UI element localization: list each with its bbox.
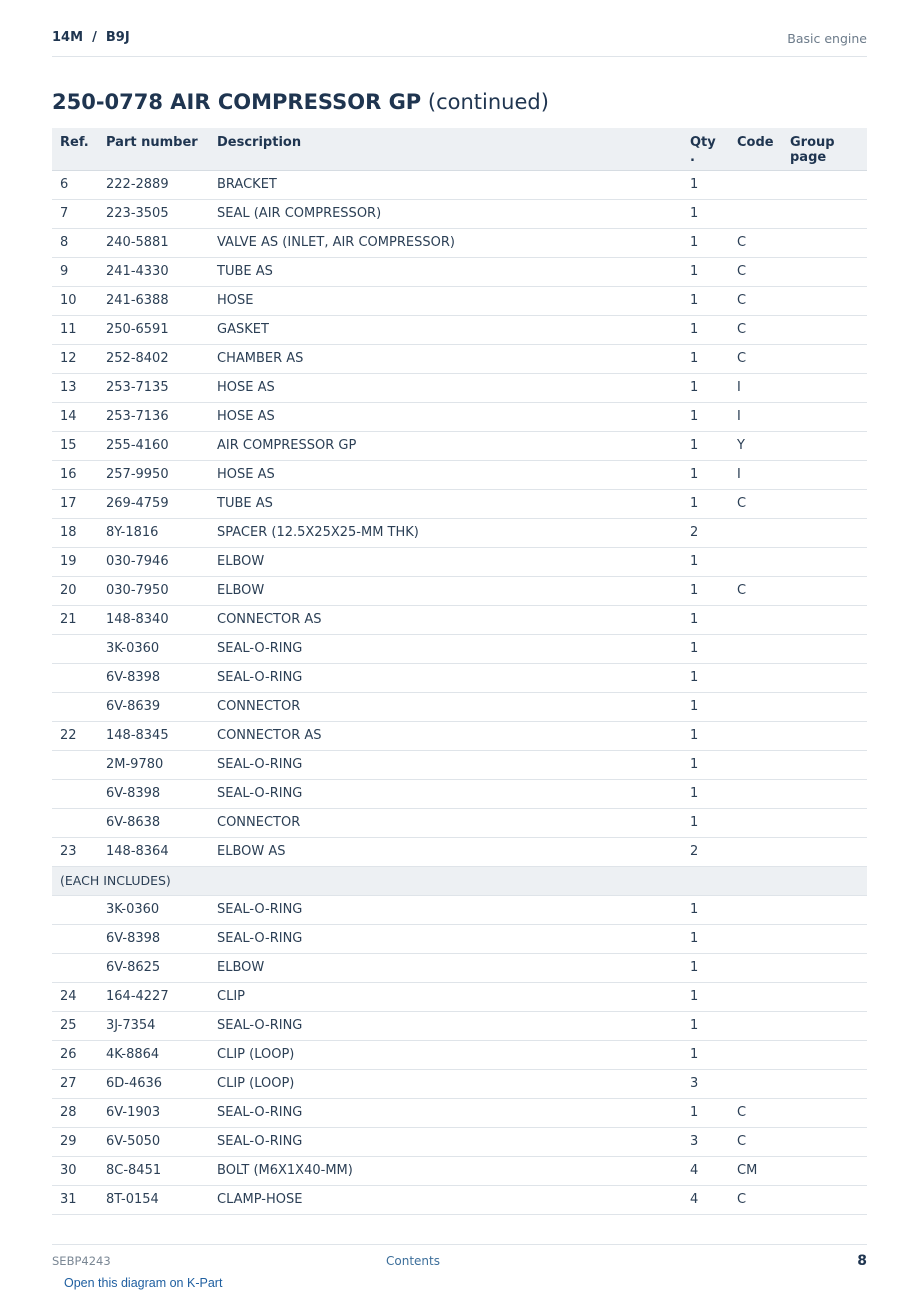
qty-cell: 3 (682, 1127, 729, 1156)
description-cell: SEAL-O-RING (209, 1098, 682, 1127)
ref-cell: 15 (52, 431, 98, 460)
group-page-cell (782, 982, 867, 1011)
part-number-cell: 252-8402 (98, 344, 209, 373)
qty-cell: 1 (682, 605, 729, 634)
description-cell: SEAL-O-RING (209, 1127, 682, 1156)
section-label: Basic engine (787, 31, 867, 46)
description-cell: SEAL-O-RING (209, 634, 682, 663)
ref-cell (52, 953, 98, 982)
ref-cell (52, 895, 98, 924)
qty-cell: 1 (682, 315, 729, 344)
code-cell: I (729, 373, 782, 402)
header-qty: Qty . (682, 128, 729, 170)
table-header-row (52, 128, 867, 170)
qty-cell: 1 (682, 634, 729, 663)
group-page-cell (782, 779, 867, 808)
header-description: Description (209, 128, 682, 170)
qty-cell: 3 (682, 1069, 729, 1098)
part-number-cell: 148-8340 (98, 605, 209, 634)
table-row (52, 605, 867, 634)
open-diagram-link[interactable]: Open this diagram on K-Part (64, 1276, 223, 1290)
code-cell: C (729, 315, 782, 344)
ref-cell: 25 (52, 1011, 98, 1040)
part-number-cell: 8Y-1816 (98, 518, 209, 547)
ref-cell (52, 634, 98, 663)
group-page-cell (782, 692, 867, 721)
page-number: 8 (857, 1253, 867, 1269)
part-number-cell: 3K-0360 (98, 634, 209, 663)
table-row (52, 663, 867, 692)
group-page-cell (782, 344, 867, 373)
model-label: 14M / B9J (52, 30, 130, 45)
part-number-cell: 148-8364 (98, 837, 209, 866)
ref-cell (52, 750, 98, 779)
description-cell: HOSE AS (209, 402, 682, 431)
code-cell: C (729, 344, 782, 373)
code-cell (729, 692, 782, 721)
qty-cell: 1 (682, 750, 729, 779)
qty-cell: 1 (682, 489, 729, 518)
header-part-number: Part number (98, 128, 209, 170)
code-cell (729, 1040, 782, 1069)
group-page-cell (782, 228, 867, 257)
code-cell (729, 953, 782, 982)
description-cell: CHAMBER AS (209, 344, 682, 373)
code-cell (729, 750, 782, 779)
group-page-cell (782, 315, 867, 344)
part-number-cell: 253-7136 (98, 402, 209, 431)
ref-cell (52, 779, 98, 808)
part-number-cell: 148-8345 (98, 721, 209, 750)
table-row (52, 431, 867, 460)
ref-cell: 13 (52, 373, 98, 402)
part-number-cell: 223-3505 (98, 199, 209, 228)
code-cell (729, 199, 782, 228)
qty-cell: 1 (682, 982, 729, 1011)
ref-cell: 9 (52, 257, 98, 286)
part-number-cell: 2M-9780 (98, 750, 209, 779)
ref-cell: 18 (52, 518, 98, 547)
group-page-cell (782, 489, 867, 518)
part-number-cell: 8T-0154 (98, 1185, 209, 1214)
group-page-cell (782, 1127, 867, 1156)
ref-cell: 30 (52, 1156, 98, 1185)
part-number-cell: 257-9950 (98, 460, 209, 489)
ref-cell: 21 (52, 605, 98, 634)
table-row (52, 1156, 867, 1185)
code-cell (729, 547, 782, 576)
group-page-cell (782, 199, 867, 228)
group-page-cell (782, 1040, 867, 1069)
description-cell: CLIP (LOOP) (209, 1040, 682, 1069)
ref-cell: 17 (52, 489, 98, 518)
code-cell (729, 1011, 782, 1040)
group-page-cell (782, 431, 867, 460)
group-page-cell (782, 808, 867, 837)
parts-table (52, 128, 867, 1215)
code-cell: C (729, 286, 782, 315)
table-row (52, 924, 867, 953)
description-cell: ELBOW (209, 547, 682, 576)
part-number-cell: 250-6591 (98, 315, 209, 344)
qty-cell: 1 (682, 547, 729, 576)
group-page-cell (782, 1011, 867, 1040)
group-page-cell (782, 460, 867, 489)
part-number-cell: 6V-8398 (98, 663, 209, 692)
ref-cell: 12 (52, 344, 98, 373)
header-group-page: Group page (782, 128, 867, 170)
header-code: Code (729, 128, 782, 170)
qty-cell: 1 (682, 779, 729, 808)
code-cell: C (729, 228, 782, 257)
table-row (52, 634, 867, 663)
description-cell: TUBE AS (209, 257, 682, 286)
qty-cell: 1 (682, 663, 729, 692)
table-row (52, 170, 867, 199)
code-cell (729, 982, 782, 1011)
table-row (52, 576, 867, 605)
part-number-cell: 8C-8451 (98, 1156, 209, 1185)
table-row (52, 1040, 867, 1069)
qty-cell: 1 (682, 576, 729, 605)
ref-cell: 19 (52, 547, 98, 576)
group-page-cell (782, 634, 867, 663)
part-number-cell: 4K-8864 (98, 1040, 209, 1069)
ref-cell (52, 808, 98, 837)
description-cell: HOSE AS (209, 373, 682, 402)
part-number-cell: 3K-0360 (98, 895, 209, 924)
description-cell: AIR COMPRESSOR GP (209, 431, 682, 460)
ref-cell: 22 (52, 721, 98, 750)
group-page-cell (782, 402, 867, 431)
table-row (52, 721, 867, 750)
qty-cell: 1 (682, 373, 729, 402)
table-row (52, 460, 867, 489)
group-page-cell (782, 750, 867, 779)
title-suffix: (continued) (421, 90, 549, 114)
table-row (52, 750, 867, 779)
qty-cell: 1 (682, 721, 729, 750)
page-title (52, 90, 549, 114)
code-cell: C (729, 1098, 782, 1127)
qty-cell: 2 (682, 837, 729, 866)
code-cell (729, 605, 782, 634)
part-number-cell: 6D-4636 (98, 1069, 209, 1098)
table-note-row (52, 866, 867, 895)
part-number-cell: 030-7946 (98, 547, 209, 576)
qty-cell: 1 (682, 953, 729, 982)
table-row (52, 286, 867, 315)
qty-cell: 1 (682, 460, 729, 489)
page-header (52, 30, 867, 57)
description-cell: CONNECTOR AS (209, 721, 682, 750)
qty-cell: 1 (682, 1040, 729, 1069)
table-row (52, 228, 867, 257)
ref-cell: 7 (52, 199, 98, 228)
table-row (52, 1069, 867, 1098)
group-page-cell (782, 663, 867, 692)
ref-cell: 28 (52, 1098, 98, 1127)
description-cell: CONNECTOR AS (209, 605, 682, 634)
group-page-cell (782, 953, 867, 982)
qty-cell: 1 (682, 431, 729, 460)
group-page-cell (782, 373, 867, 402)
table-row (52, 344, 867, 373)
part-number-cell: 030-7950 (98, 576, 209, 605)
description-cell: CONNECTOR (209, 692, 682, 721)
description-cell: SPACER (12.5X25X25-MM THK) (209, 518, 682, 547)
group-page-cell (782, 1185, 867, 1214)
description-cell: ELBOW AS (209, 837, 682, 866)
part-number-cell: 6V-5050 (98, 1127, 209, 1156)
part-number-cell: 255-4160 (98, 431, 209, 460)
part-number-cell: 253-7135 (98, 373, 209, 402)
ref-cell: 10 (52, 286, 98, 315)
part-number-cell: 6V-8639 (98, 692, 209, 721)
group-page-cell (782, 547, 867, 576)
ref-cell: 11 (52, 315, 98, 344)
description-cell: GASKET (209, 315, 682, 344)
qty-cell: 1 (682, 402, 729, 431)
code-cell (729, 924, 782, 953)
part-number-cell: 164-4227 (98, 982, 209, 1011)
qty-cell: 1 (682, 228, 729, 257)
qty-cell: 4 (682, 1185, 729, 1214)
code-cell: C (729, 1127, 782, 1156)
description-cell: SEAL-O-RING (209, 663, 682, 692)
description-cell: SEAL-O-RING (209, 1011, 682, 1040)
code-cell (729, 1069, 782, 1098)
table-row (52, 257, 867, 286)
code-cell (729, 779, 782, 808)
table-row (52, 402, 867, 431)
group-page-cell (782, 1098, 867, 1127)
table-row (52, 489, 867, 518)
description-cell: BOLT (M6X1X40-MM) (209, 1156, 682, 1185)
table-row (52, 692, 867, 721)
ref-cell (52, 924, 98, 953)
code-cell: C (729, 257, 782, 286)
header-ref: Ref. (52, 128, 98, 170)
code-cell: Y (729, 431, 782, 460)
qty-cell: 4 (682, 1156, 729, 1185)
qty-cell: 1 (682, 808, 729, 837)
parts-table-body (52, 170, 867, 1214)
table-row (52, 1098, 867, 1127)
description-cell: ELBOW (209, 953, 682, 982)
qty-cell: 1 (682, 1011, 729, 1040)
code-cell: C (729, 489, 782, 518)
code-cell (729, 808, 782, 837)
ref-cell: 16 (52, 460, 98, 489)
part-number-cell: 241-6388 (98, 286, 209, 315)
qty-cell: 1 (682, 286, 729, 315)
table-row (52, 1185, 867, 1214)
ref-cell: 20 (52, 576, 98, 605)
note-text: (EACH INCLUDES) (52, 866, 867, 895)
group-page-cell (782, 257, 867, 286)
description-cell: TUBE AS (209, 489, 682, 518)
table-row (52, 779, 867, 808)
description-cell: CLIP (209, 982, 682, 1011)
page-footer (52, 1244, 867, 1275)
group-page-cell (782, 170, 867, 199)
ref-cell: 26 (52, 1040, 98, 1069)
code-cell (729, 721, 782, 750)
description-cell: SEAL-O-RING (209, 779, 682, 808)
qty-cell: 1 (682, 692, 729, 721)
description-cell: SEAL-O-RING (209, 895, 682, 924)
code-cell (729, 634, 782, 663)
qty-cell: 1 (682, 199, 729, 228)
qty-cell: 1 (682, 895, 729, 924)
description-cell: CONNECTOR (209, 808, 682, 837)
code-cell (729, 170, 782, 199)
ref-cell: 23 (52, 837, 98, 866)
description-cell: BRACKET (209, 170, 682, 199)
description-cell: CLIP (LOOP) (209, 1069, 682, 1098)
code-cell: C (729, 576, 782, 605)
description-cell: SEAL-O-RING (209, 750, 682, 779)
ref-cell: 14 (52, 402, 98, 431)
part-number-cell: 269-4759 (98, 489, 209, 518)
qty-cell: 2 (682, 518, 729, 547)
ref-cell (52, 663, 98, 692)
table-row (52, 953, 867, 982)
description-cell: HOSE AS (209, 460, 682, 489)
part-number-cell: 3J-7354 (98, 1011, 209, 1040)
table-row (52, 1011, 867, 1040)
code-cell (729, 837, 782, 866)
group-title: 250-0778 AIR COMPRESSOR GP (52, 90, 422, 114)
description-cell: CLAMP-HOSE (209, 1185, 682, 1214)
description-cell: ELBOW (209, 576, 682, 605)
code-cell (729, 663, 782, 692)
table-row (52, 808, 867, 837)
ref-cell: 6 (52, 170, 98, 199)
code-cell (729, 518, 782, 547)
code-cell: C (729, 1185, 782, 1214)
qty-cell: 1 (682, 1098, 729, 1127)
table-row (52, 1127, 867, 1156)
part-number-cell: 6V-1903 (98, 1098, 209, 1127)
part-number-cell: 240-5881 (98, 228, 209, 257)
table-row (52, 895, 867, 924)
table-row (52, 518, 867, 547)
code-cell (729, 895, 782, 924)
description-cell: VALVE AS (INLET, AIR COMPRESSOR) (209, 228, 682, 257)
group-page-cell (782, 721, 867, 750)
group-page-cell (782, 286, 867, 315)
group-page-cell (782, 576, 867, 605)
ref-cell (52, 692, 98, 721)
code-cell: CM (729, 1156, 782, 1185)
part-number-cell: 222-2889 (98, 170, 209, 199)
table-row (52, 837, 867, 866)
ref-cell: 29 (52, 1127, 98, 1156)
part-number-cell: 6V-8625 (98, 953, 209, 982)
table-row (52, 982, 867, 1011)
group-page-cell (782, 895, 867, 924)
description-cell: SEAL-O-RING (209, 924, 682, 953)
ref-cell: 27 (52, 1069, 98, 1098)
qty-cell: 1 (682, 170, 729, 199)
table-row (52, 199, 867, 228)
contents-link[interactable]: Contents (386, 1254, 440, 1268)
part-number-cell: 6V-8398 (98, 924, 209, 953)
table-row (52, 547, 867, 576)
qty-cell: 1 (682, 344, 729, 373)
group-page-cell (782, 1156, 867, 1185)
group-page-cell (782, 518, 867, 547)
part-number-cell: 6V-8398 (98, 779, 209, 808)
ref-cell: 31 (52, 1185, 98, 1214)
table-row (52, 373, 867, 402)
part-number-cell: 241-4330 (98, 257, 209, 286)
qty-cell: 1 (682, 257, 729, 286)
group-page-cell (782, 837, 867, 866)
group-page-cell (782, 924, 867, 953)
part-number-cell: 6V-8638 (98, 808, 209, 837)
ref-cell: 8 (52, 228, 98, 257)
group-page-cell (782, 1069, 867, 1098)
ref-cell: 24 (52, 982, 98, 1011)
group-page-cell (782, 605, 867, 634)
code-cell: I (729, 460, 782, 489)
description-cell: SEAL (AIR COMPRESSOR) (209, 199, 682, 228)
qty-cell: 1 (682, 924, 729, 953)
table-row (52, 315, 867, 344)
code-cell: I (729, 402, 782, 431)
document-id: SEBP4243 (52, 1254, 111, 1268)
description-cell: HOSE (209, 286, 682, 315)
